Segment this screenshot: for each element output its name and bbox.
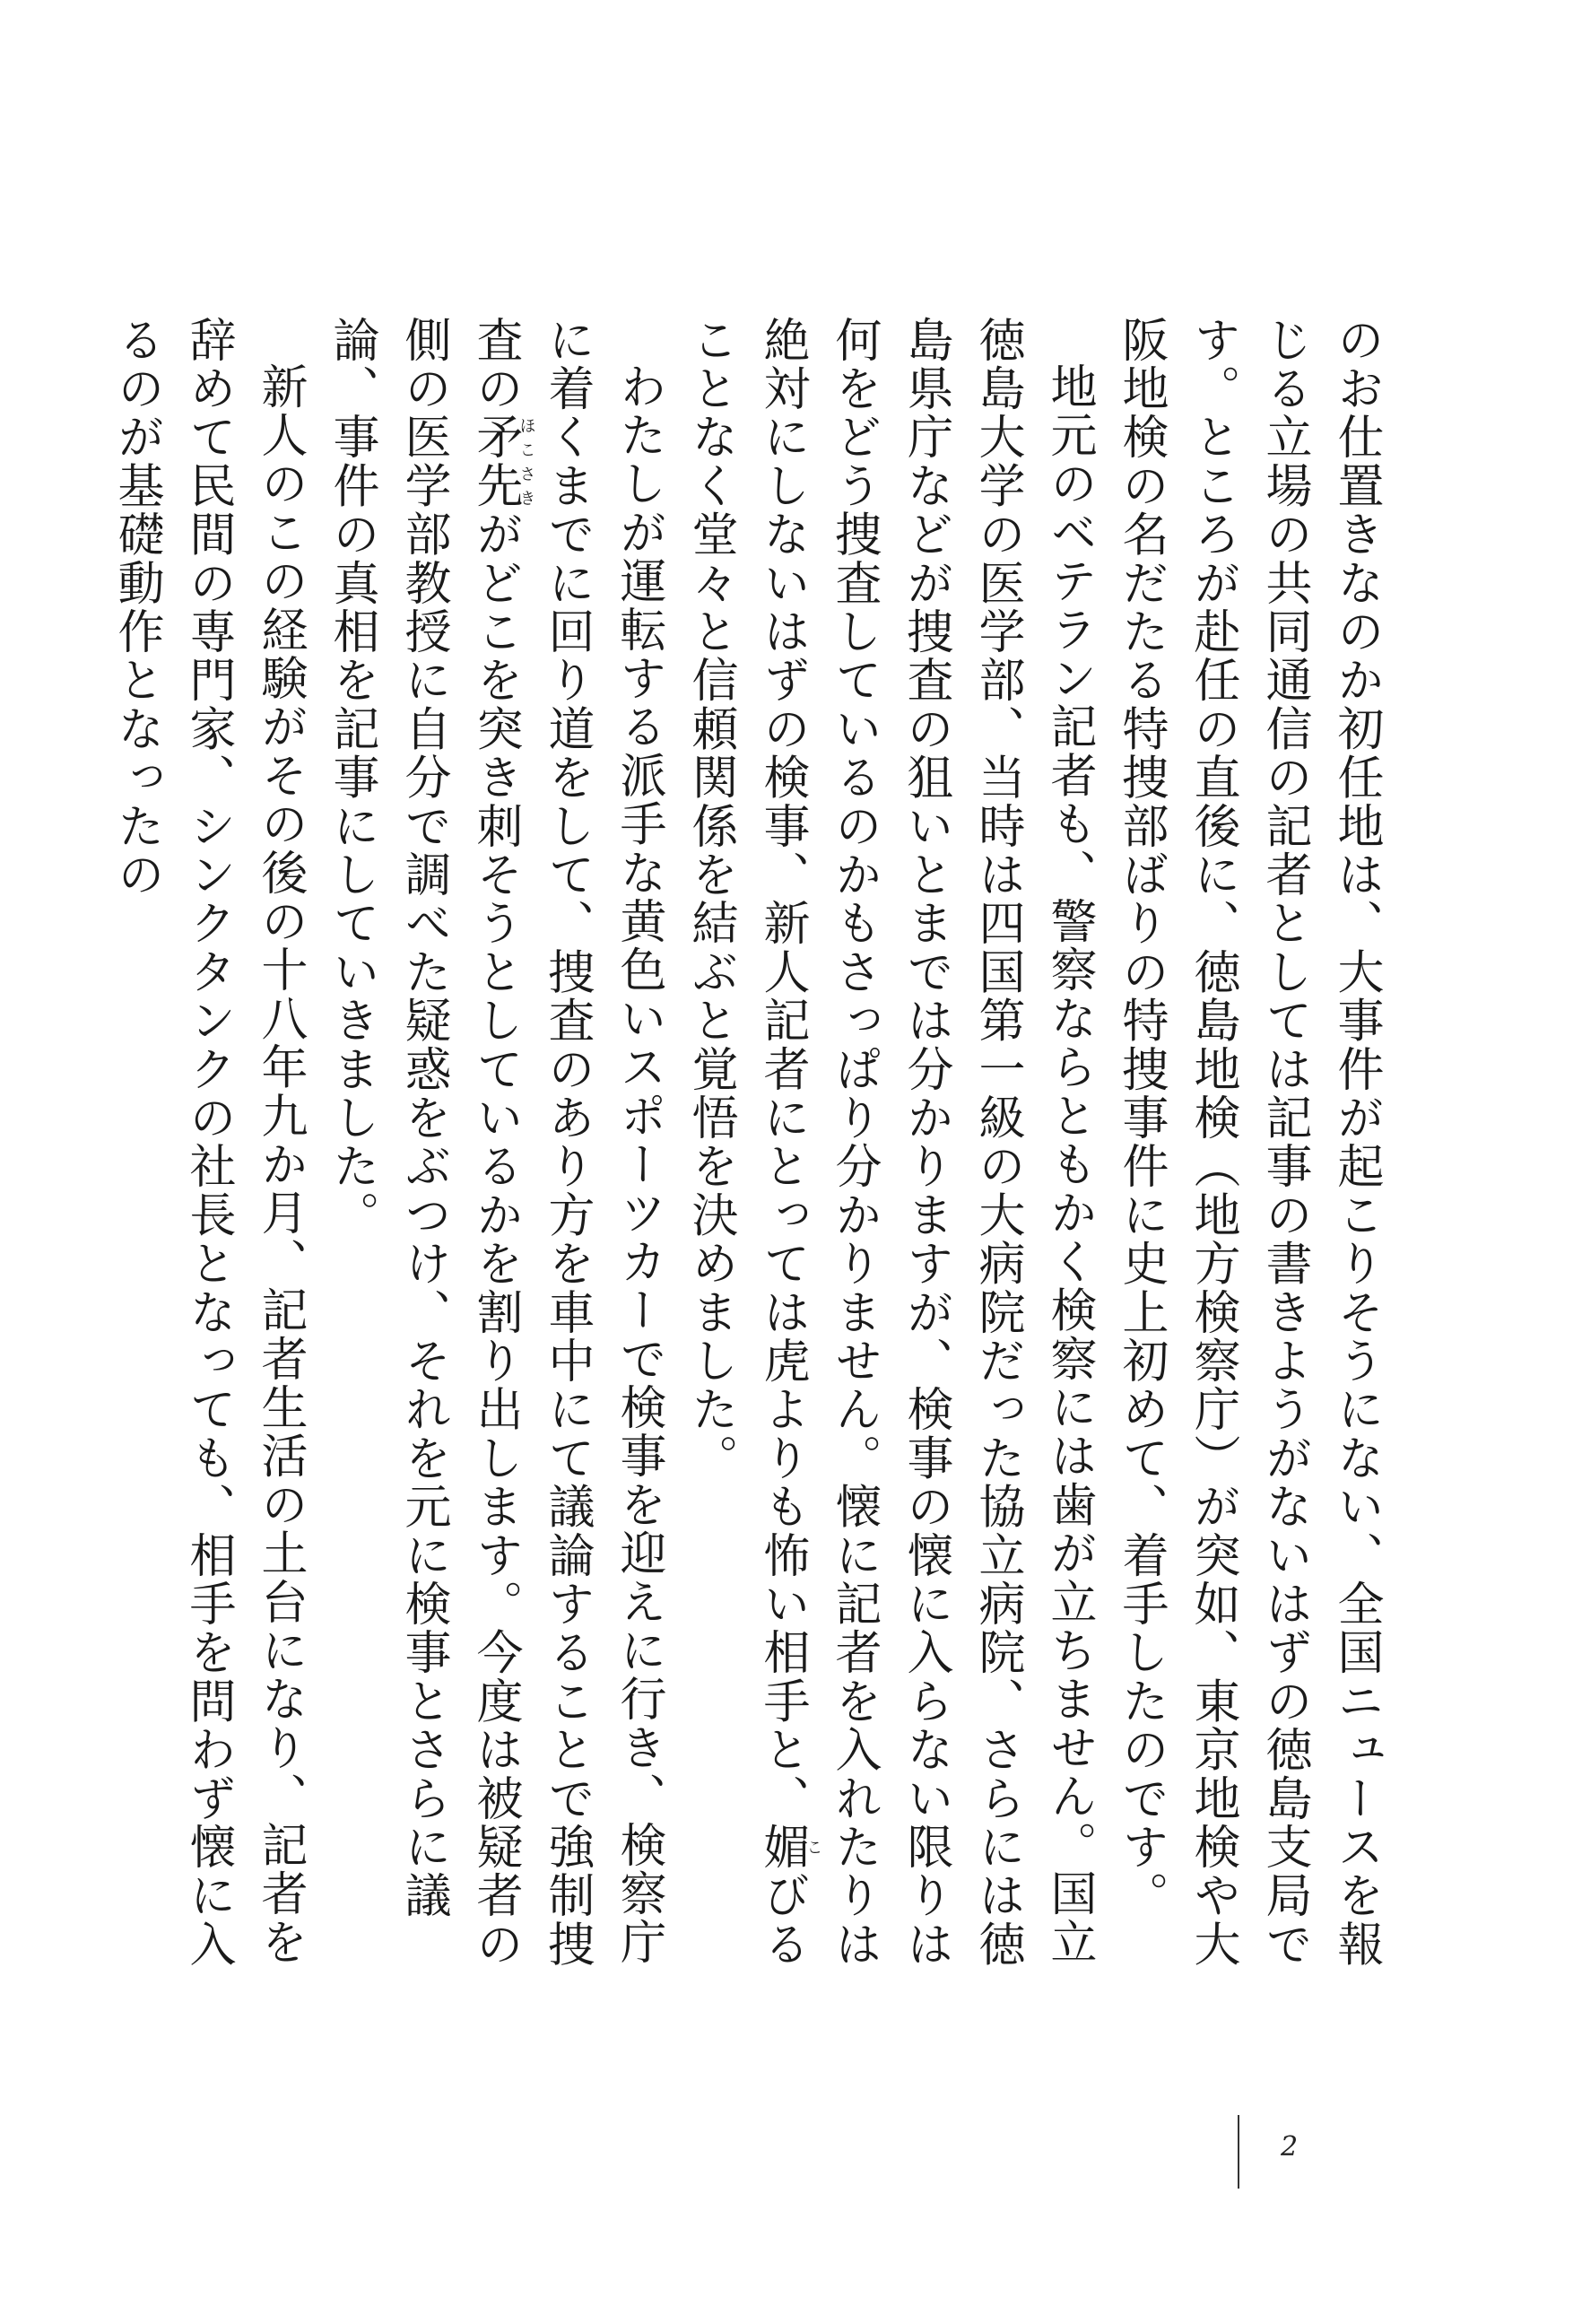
paragraph-3-text-b: がどこを突き刺そうとしているかを割り出します。今度は被疑者の側の医学部教授に自分で調べた疑惑をぶつけ、それを元に検事とさらに議論、事件の真相を記事にしていきました。 [325, 316, 522, 1969]
paragraph-1 [1105, 316, 1392, 2007]
ruby-reading: こ [804, 1823, 823, 1872]
paragraph-2 [674, 316, 1105, 2007]
ruby-base: 矛先 [468, 413, 522, 510]
paragraph-3 [316, 316, 674, 2007]
vertical-body-text [109, 316, 1392, 2007]
page-number-divider [1238, 2115, 1239, 2189]
paragraph-2-text-a: 地元のベテラン記者も、警察ならともかく検察には歯が立ちません。国立徳島大学の医学部、当時は四国第一級の大病院だった協立病院、さらには徳島県庁などが捜査の狙いとまでは分かりますが、検事の懐に入らない限りは何をどう捜査しているのかもさっぱり分かりません。懐に記者を入れたりは絶対にしないはずの検事、新人記者にとっては虎よりも怖い相手と、 [755, 316, 1096, 1969]
paragraph-2-text-b: びることなく堂々と信頼関係を結ぶと覚悟を決めました。 [683, 316, 809, 1969]
ruby-kobiru [755, 1823, 823, 1872]
paragraph-4-text: 新人のこの経験がその後の十八年九か月、記者生活の土台になり、記者を辞めて民間の専門家、シンクタンクの社長となっても、相手を問わず懐に入るのが基礎動作となったの [109, 316, 307, 1969]
paragraph-1-text: のお仕置きなのか初任地は、大事件が起こりそうにない、全国ニュースを報じる立場の共同通信の記者としては記事の書きようがないはずの徳島支局です。ところが赴任の直後に、徳島地検（地方検察庁）が突如、東京地検や大阪地検の名だたる特捜部ばりの特捜事件に史上初めて、着手したのです。 [1114, 316, 1383, 1969]
ruby-reading: ほこさき [517, 413, 536, 510]
ruby-hokosaki [468, 413, 536, 510]
page-number: 2 [1281, 2131, 1299, 2163]
paragraph-4 [100, 316, 316, 2007]
ruby-base: 媚 [755, 1823, 809, 1872]
paragraph-3-text-a: わたしが運転する派手な黄色いスポーツカーで検事を迎えに行き、検察庁に着くまでに回り道をして、捜査のあり方を車中にて議論することで強制捜査の [468, 316, 665, 1969]
